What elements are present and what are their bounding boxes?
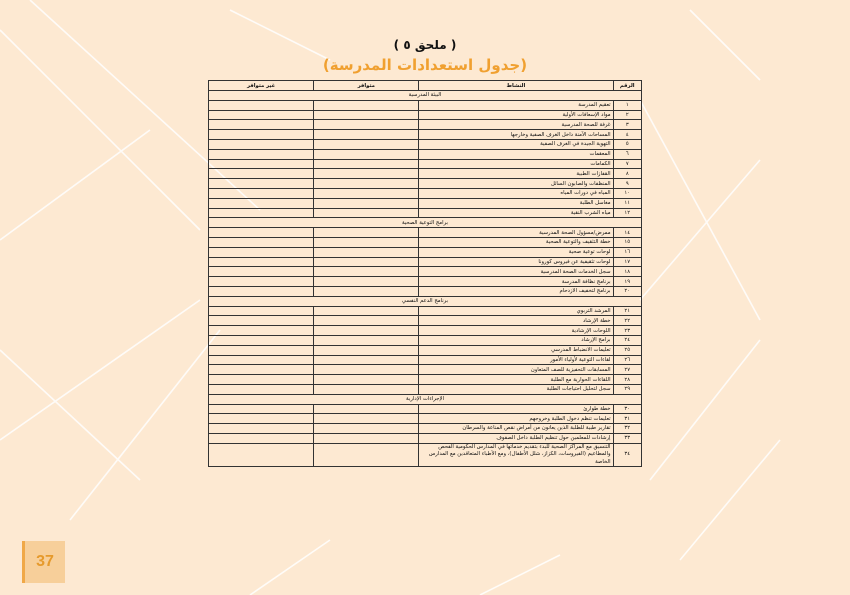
row-number: ١٨ (613, 267, 641, 277)
not-available-cell[interactable] (209, 345, 314, 355)
available-cell[interactable] (314, 130, 419, 140)
row-activity: تعقيم المدرسة (419, 100, 613, 110)
available-cell[interactable] (314, 179, 419, 189)
section-row (209, 394, 642, 404)
section-row (209, 296, 642, 306)
row-activity: برامج الإرشاد (419, 335, 613, 345)
table-row (209, 188, 642, 198)
row-number: ٧ (613, 159, 641, 169)
section-row (209, 218, 642, 228)
row-number: ٦ (613, 149, 641, 159)
section-title: الإجراءات الإدارية (209, 394, 642, 404)
not-available-cell[interactable] (209, 326, 314, 336)
row-activity: القفازات الطبية (419, 169, 613, 179)
not-available-cell[interactable] (209, 316, 314, 326)
table-row (209, 433, 642, 443)
row-number: ١٧ (613, 257, 641, 267)
not-available-cell[interactable] (209, 365, 314, 375)
row-activity: المنظفات والصابون السائل (419, 179, 613, 189)
not-available-cell[interactable] (209, 228, 314, 238)
row-activity: غرفة للصحة المدرسية (419, 120, 613, 130)
not-available-cell[interactable] (209, 404, 314, 414)
available-cell[interactable] (314, 208, 419, 218)
available-cell[interactable] (314, 198, 419, 208)
available-cell[interactable] (314, 335, 419, 345)
table-row (209, 355, 642, 365)
table-row (209, 365, 642, 375)
available-cell[interactable] (314, 306, 419, 316)
available-cell[interactable] (314, 345, 419, 355)
row-activity: تقارير طبية للطلبة الذين يعانون من أمراض نقص المناعة والسرطان (419, 424, 613, 434)
available-cell[interactable] (314, 424, 419, 434)
not-available-cell[interactable] (209, 277, 314, 287)
row-activity: لقاءات التوعية لأولياء الأمور (419, 355, 613, 365)
available-cell[interactable] (314, 237, 419, 247)
row-number: ٢٢ (613, 316, 641, 326)
row-activity: تعليمات تنظم دخول الطلبة وخروجهم (419, 414, 613, 424)
row-activity: المعقمات (419, 149, 613, 159)
available-cell[interactable] (314, 159, 419, 169)
row-number: ١٦ (613, 247, 641, 257)
table-row (209, 110, 642, 120)
not-available-cell[interactable] (209, 198, 314, 208)
not-available-cell[interactable] (209, 139, 314, 149)
row-number: ٢١ (613, 306, 641, 316)
available-cell[interactable] (314, 414, 419, 424)
table-row (209, 159, 642, 169)
table-row (209, 443, 642, 467)
table-row (209, 286, 642, 296)
table-row (209, 198, 642, 208)
available-cell[interactable] (314, 277, 419, 287)
table-row (209, 384, 642, 394)
available-cell[interactable] (314, 365, 419, 375)
row-activity: المياه في دورات المياه (419, 188, 613, 198)
row-number: ١ (613, 100, 641, 110)
table-row (209, 267, 642, 277)
table-row (209, 139, 642, 149)
row-number: ٢٩ (613, 384, 641, 394)
row-activity: لوحات تثقيفية عن فيروس كورونا (419, 257, 613, 267)
header-number: الرقم (613, 81, 641, 91)
table-row (209, 100, 642, 110)
row-number: ٢٥ (613, 345, 641, 355)
available-cell[interactable] (314, 384, 419, 394)
row-activity: اللوحات الإرشادية (419, 326, 613, 336)
section-title: البيئة المدرسية (209, 91, 642, 101)
available-cell[interactable] (314, 110, 419, 120)
row-activity: المسابقات التحفيزية للصف المتعاون (419, 365, 613, 375)
not-available-cell[interactable] (209, 257, 314, 267)
row-number: ١٤ (613, 228, 641, 238)
row-activity: ممرض/مسؤول الصحة المدرسية (419, 228, 613, 238)
not-available-cell[interactable] (209, 169, 314, 179)
header-available: متوافر (314, 81, 419, 91)
row-number: ٢٠ (613, 286, 641, 296)
row-activity: سجل لتحليل احتياجات الطلبة (419, 384, 613, 394)
not-available-cell[interactable] (209, 433, 314, 443)
row-activity: برنامج نظافة المدرسة (419, 277, 613, 287)
table-row (209, 306, 642, 316)
row-number: ٢٣ (613, 326, 641, 336)
available-cell[interactable] (314, 188, 419, 198)
table-row (209, 179, 642, 189)
row-number: ٣٠ (613, 404, 641, 414)
not-available-cell[interactable] (209, 267, 314, 277)
available-cell[interactable] (314, 139, 419, 149)
available-cell[interactable] (314, 120, 419, 130)
available-cell[interactable] (314, 316, 419, 326)
table-row (209, 424, 642, 434)
table-body (209, 91, 642, 467)
section-title: برامج التوعية الصحية (209, 218, 642, 228)
row-activity: الكمامات (419, 159, 613, 169)
table-row (209, 335, 642, 345)
not-available-cell[interactable] (209, 375, 314, 385)
row-number: ٢٤ (613, 335, 641, 345)
row-number: ٤ (613, 130, 641, 140)
row-number: ٢ (613, 110, 641, 120)
section-row (209, 91, 642, 101)
not-available-cell[interactable] (209, 208, 314, 218)
header-not-available: غير متوافر (209, 81, 314, 91)
row-activity: إرشادات للمعلمين حول تنظيم الطلبة داخل الصفوف (419, 433, 613, 443)
not-available-cell[interactable] (209, 120, 314, 130)
row-activity: لوحات توعية صحية (419, 247, 613, 257)
available-cell[interactable] (314, 100, 419, 110)
available-cell[interactable] (314, 326, 419, 336)
not-available-cell[interactable] (209, 306, 314, 316)
available-cell[interactable] (314, 404, 419, 414)
header-activity: النشاط (419, 81, 613, 91)
row-number: ١٥ (613, 237, 641, 247)
table-row (209, 375, 642, 385)
row-activity: المساحات الآمنة داخل الغرف الصفية وخارجها (419, 130, 613, 140)
row-activity: التنسيق مع المراكز الصحية للبدء بتقديم خدماتها في المدارس الحكومية الفحص والمطاعيم (الفيروسات، الكزاز، شلل الأطفال)، ومع الأطباء المتعاقدين مع المدارس الخاصة (419, 443, 613, 467)
not-available-cell[interactable] (209, 247, 314, 257)
table-header-row (209, 81, 642, 91)
row-activity: سجل الخدمات الصحة المدرسية (419, 267, 613, 277)
row-activity: مواد الإسعافات الأولية (419, 110, 613, 120)
row-activity: التهوية الجيدة في الغرف الصفية (419, 139, 613, 149)
row-number: ٢٧ (613, 365, 641, 375)
row-number: ١٩ (613, 277, 641, 287)
row-number: ١٢ (613, 208, 641, 218)
row-number: ٢٨ (613, 375, 641, 385)
row-activity: خطة الإرشاد (419, 316, 613, 326)
row-number: ٣ (613, 120, 641, 130)
row-number: ٣١ (613, 414, 641, 424)
row-activity: خطة التثقيف والتوعية الصحية (419, 237, 613, 247)
not-available-cell[interactable] (209, 100, 314, 110)
row-activity: اللقاءات الحوارية مع الطلبة (419, 375, 613, 385)
not-available-cell[interactable] (209, 355, 314, 365)
table-row (209, 237, 642, 247)
not-available-cell[interactable] (209, 424, 314, 434)
section-title: برنامج الدعم النفسي (209, 296, 642, 306)
row-activity: مغاسل الطلبة (419, 198, 613, 208)
available-cell[interactable] (314, 433, 419, 443)
table-row (209, 120, 642, 130)
not-available-cell[interactable] (209, 159, 314, 169)
row-activity: تعليمات الانضباط المدرسي (419, 345, 613, 355)
not-available-cell[interactable] (209, 414, 314, 424)
not-available-cell[interactable] (209, 130, 314, 140)
available-cell[interactable] (314, 286, 419, 296)
row-number: ٣٣ (613, 433, 641, 443)
not-available-cell[interactable] (209, 384, 314, 394)
not-available-cell[interactable] (209, 179, 314, 189)
table-row (209, 169, 642, 179)
table-row (209, 414, 642, 424)
table-row (209, 277, 642, 287)
table-row (209, 316, 642, 326)
available-cell[interactable] (314, 257, 419, 267)
table-row (209, 228, 642, 238)
row-number: ٣٤ (613, 443, 641, 467)
table-row (209, 130, 642, 140)
table-row (209, 345, 642, 355)
available-cell[interactable] (314, 169, 419, 179)
available-cell[interactable] (314, 267, 419, 277)
row-number: ٣٢ (613, 424, 641, 434)
row-number: ٨ (613, 169, 641, 179)
not-available-cell[interactable] (209, 443, 314, 467)
not-available-cell[interactable] (209, 335, 314, 345)
row-number: ٢٦ (613, 355, 641, 365)
available-cell[interactable] (314, 355, 419, 365)
table-row (209, 404, 642, 414)
not-available-cell[interactable] (209, 188, 314, 198)
school-readiness-table (208, 80, 642, 467)
row-activity: خطة طوارئ (419, 404, 613, 414)
table-row (209, 326, 642, 336)
available-cell[interactable] (314, 375, 419, 385)
table-row (209, 208, 642, 218)
page-number: 37 (22, 541, 65, 583)
annex-label: ( ملحق ٥ ) (393, 38, 457, 52)
row-activity: مياه الشرب النقية (419, 208, 613, 218)
row-number: ١١ (613, 198, 641, 208)
not-available-cell[interactable] (209, 149, 314, 159)
available-cell[interactable] (314, 228, 419, 238)
not-available-cell[interactable] (209, 237, 314, 247)
available-cell[interactable] (314, 443, 419, 467)
row-number: ١٠ (613, 188, 641, 198)
table-row (209, 149, 642, 159)
page-title: (جدول استعدادات المدرسة) (322, 56, 528, 74)
table-row (209, 247, 642, 257)
row-number: ٥ (613, 139, 641, 149)
table-row (209, 257, 642, 267)
row-number: ٩ (613, 179, 641, 189)
row-activity: برنامج لتخفيف الازدحام (419, 286, 613, 296)
not-available-cell[interactable] (209, 110, 314, 120)
not-available-cell[interactable] (209, 286, 314, 296)
row-activity: المرشد التربوي (419, 306, 613, 316)
available-cell[interactable] (314, 149, 419, 159)
available-cell[interactable] (314, 247, 419, 257)
